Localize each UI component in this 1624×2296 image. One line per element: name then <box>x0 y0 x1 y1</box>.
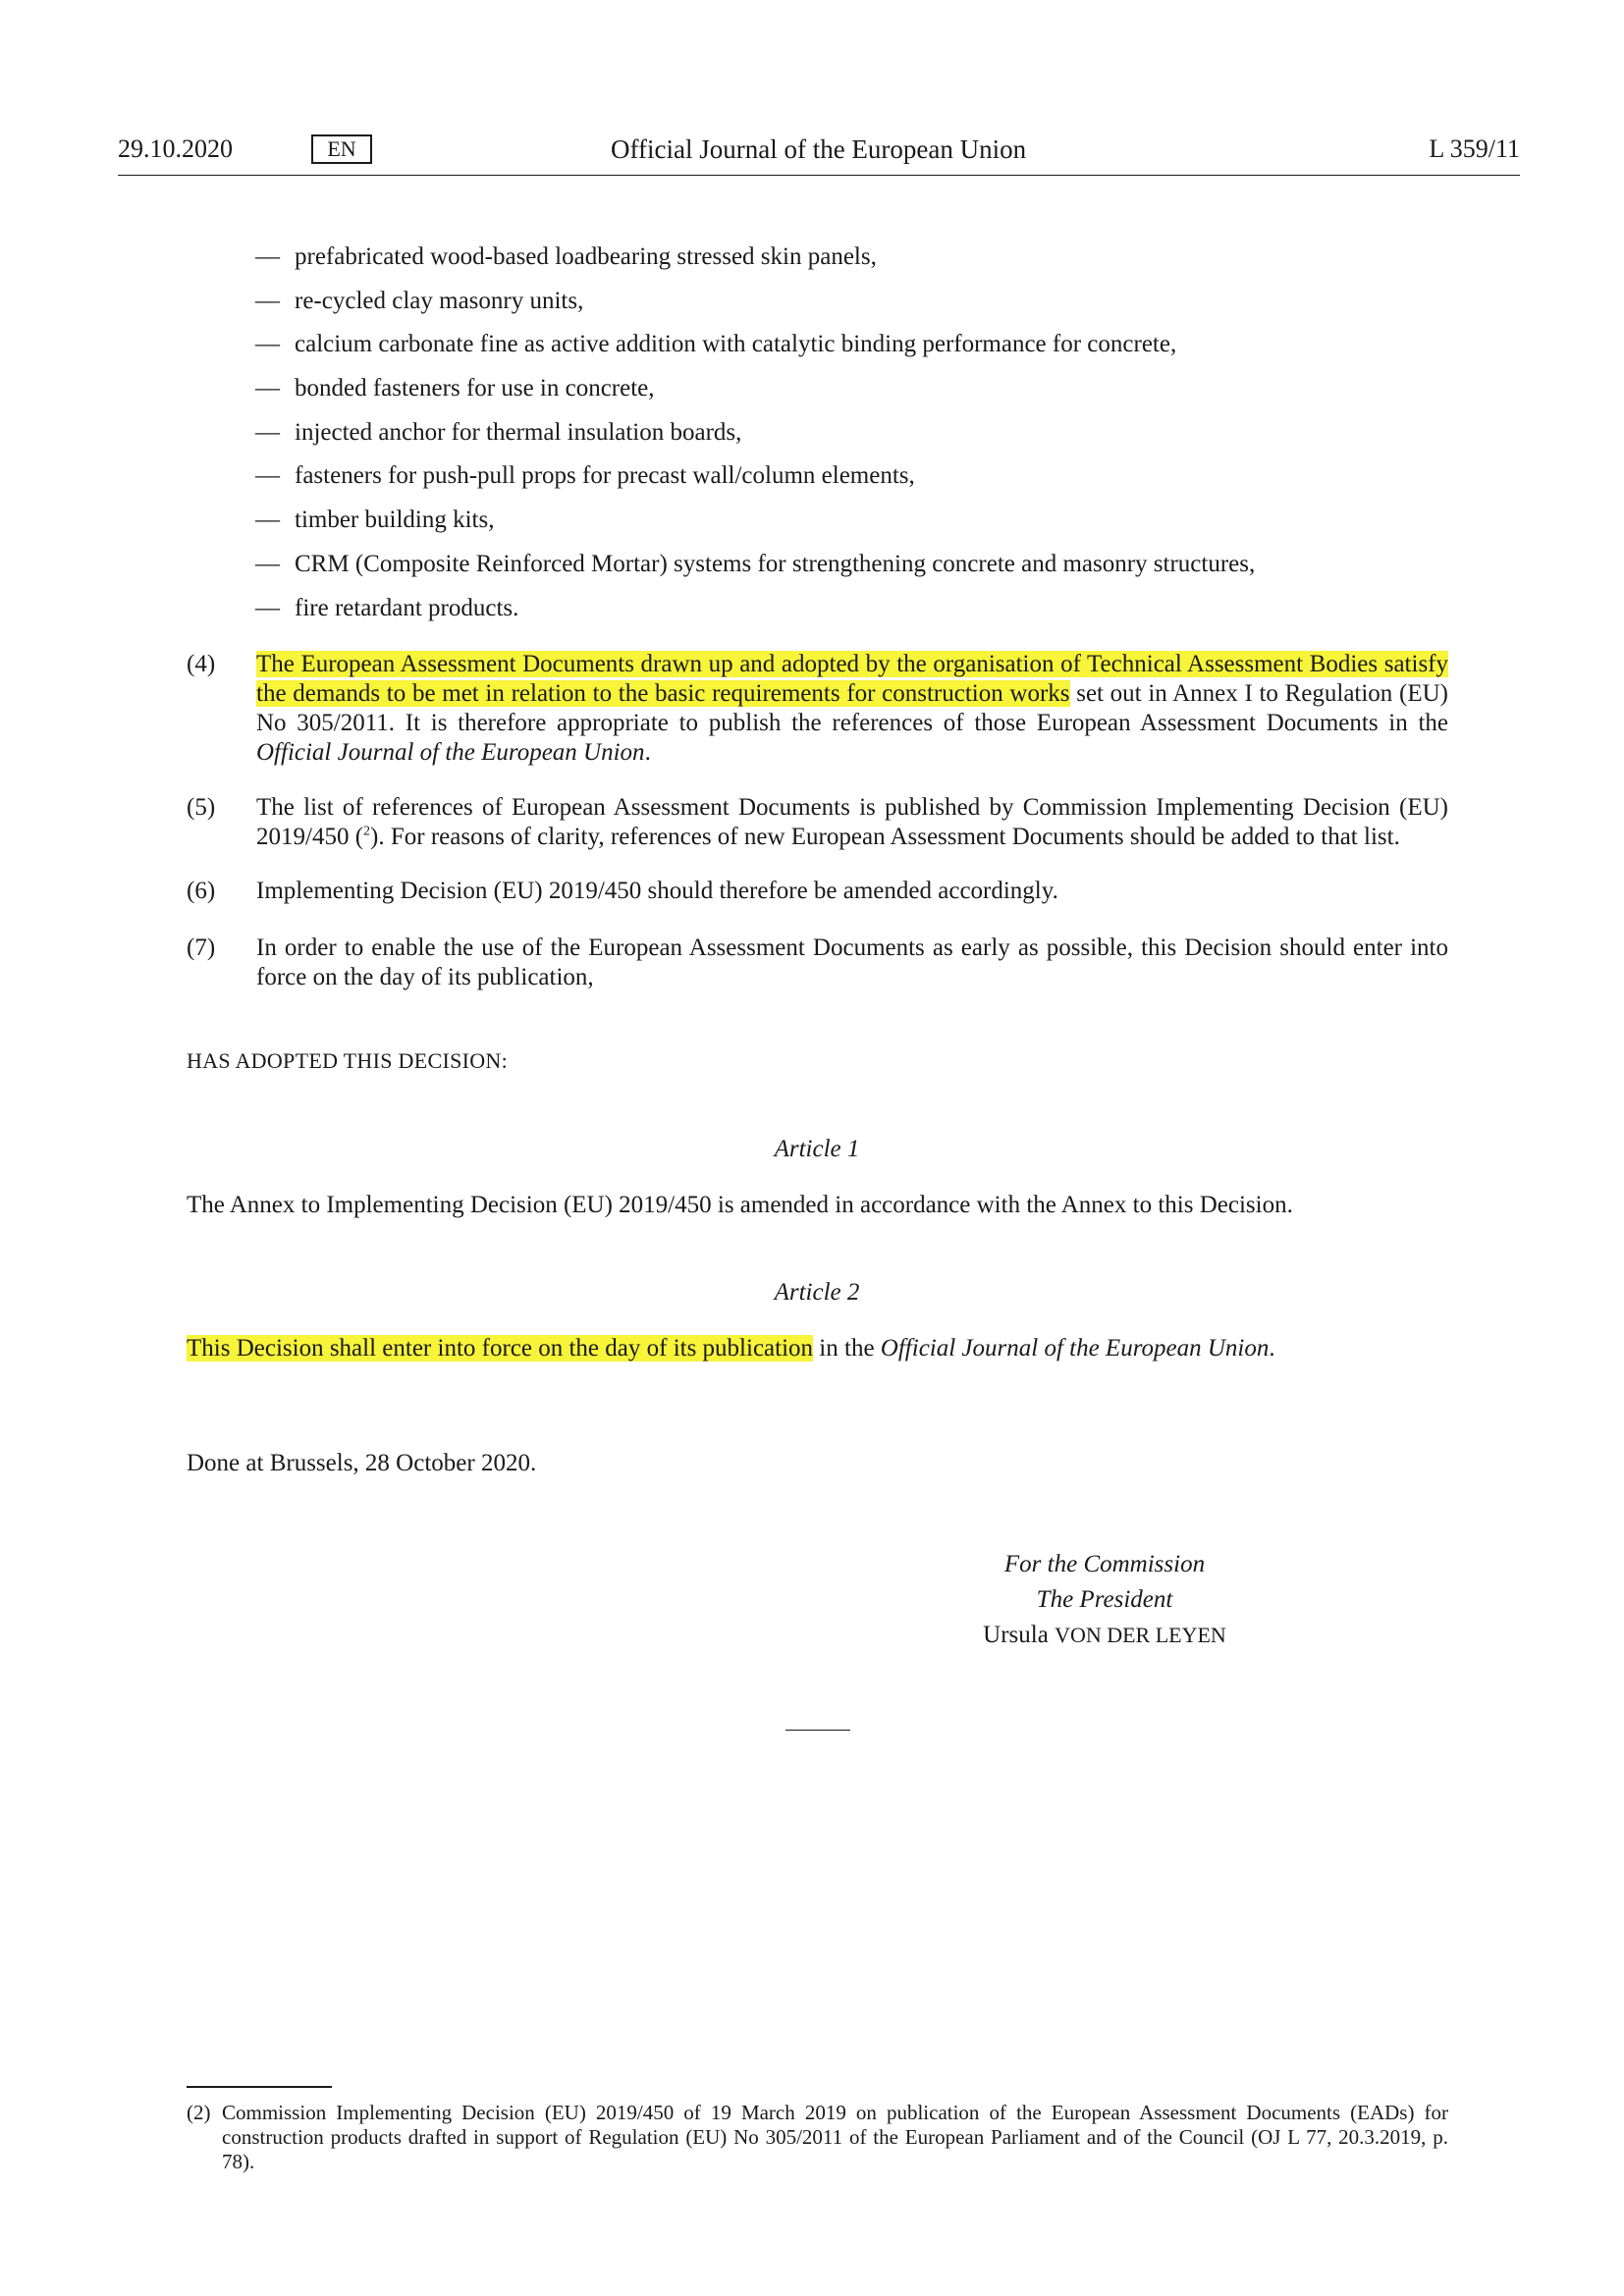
list-item <box>255 593 1255 637</box>
journal-title-italic: Official Journal of the European Union <box>256 739 645 766</box>
dash: — <box>255 375 280 402</box>
list-item <box>255 460 1255 505</box>
dash: — <box>255 550 280 577</box>
dash: — <box>255 594 280 621</box>
recital-number: (4) <box>187 651 216 677</box>
list-item <box>255 286 1255 330</box>
adoption-statement: HAS ADOPTED THIS DECISION: <box>187 1048 509 1073</box>
recital-text-part: The list of references of European Assessment Documents is published by Commission Implementing Decision (EU) 2019/450 ( <box>256 794 1448 850</box>
recital-number: (7) <box>187 934 216 961</box>
list-item <box>255 549 1255 593</box>
list-item <box>255 373 1255 417</box>
recital-text-part: set out in Annex I to Regulation (EU) No 305/2011. It is therefore appropriate to publish the references of those European Assessment Documents in the <box>256 680 1448 736</box>
list-item-text: fasteners for push-pull props for precast wall/column elements, <box>295 462 915 490</box>
signatory-first-name: Ursula <box>983 1622 1056 1648</box>
highlighted-text: The European Assessment Documents drawn up and adopted by the organisation of Technical Assessment Bodies satisfy the demands to be met in relation to the basic requirements for construction works <box>256 651 1448 707</box>
dash: — <box>255 418 280 446</box>
recital-number: (6) <box>187 878 216 904</box>
dash: — <box>255 331 280 358</box>
footnote-text: Commission Implementing Decision (EU) 2019/450 of 19 March 2019 on publication of the European Assessment Documents (EADs) for construction products drafted in support of Regulation (EU) No 305/2011 of the European Parliament and of the Council (OJ L 77, 20.3.2019, p. 78). <box>222 2101 1448 2173</box>
list-item-text: prefabricated wood-based loadbearing stressed skin panels, <box>295 243 877 270</box>
recital-text: In order to enable the use of the European Assessment Documents as early as possible, this Decision should enter into force on the day of its publication, <box>256 934 1448 990</box>
page-reference: L 359/11 <box>1429 134 1520 163</box>
recital-text-part: ). For reasons of clarity, references of new European Assessment Documents should be added to that list. <box>370 824 1400 850</box>
list-item-text: timber building kits, <box>295 507 495 534</box>
journal-title-italic: Official Journal of the European Union <box>880 1335 1270 1362</box>
dash: — <box>255 462 280 490</box>
article-2-title: Article 2 <box>774 1279 860 1306</box>
list-item <box>255 329 1255 373</box>
footnote-number: (2) <box>187 2101 211 2124</box>
place-and-date: Done at Brussels, 28 October 2020. <box>187 1450 537 1476</box>
dash: — <box>255 243 280 270</box>
list-item-text: CRM (Composite Reinforced Mortar) systems for strengthening concrete and masonry structures, <box>295 550 1256 577</box>
footnote <box>187 2101 1448 2174</box>
article-text-end: . <box>1269 1335 1275 1362</box>
article-1-title: Article 1 <box>774 1136 860 1162</box>
recital-6 <box>187 877 1448 906</box>
article-text-part: in the <box>813 1335 881 1362</box>
recital-number: (5) <box>187 794 216 821</box>
language-badge: EN <box>311 134 372 164</box>
recital-4 <box>187 650 1448 768</box>
signature-block <box>908 1551 1301 1649</box>
signature-line-2: The President <box>1036 1586 1173 1613</box>
recital-text-end: . <box>644 739 651 766</box>
article-1-text: The Annex to Implementing Decision (EU) 2019/450 is amended in accordance with the Annex to this Decision. <box>187 1192 1293 1218</box>
article-2-text <box>187 1335 1275 1362</box>
list-item-text: injected anchor for thermal insulation boards, <box>295 418 742 446</box>
end-rule <box>785 1730 850 1731</box>
journal-title: Official Journal of the European Union <box>611 134 1027 164</box>
recital-text <box>256 650 1448 768</box>
signatory-name <box>908 1622 1301 1649</box>
list-item <box>255 417 1255 461</box>
dash: — <box>255 287 280 314</box>
highlighted-text: This Decision shall enter into force on the day of its publication <box>187 1335 814 1362</box>
list-item-text: fire retardant products. <box>295 594 519 621</box>
list-item <box>255 241 1255 286</box>
footnote-reference[interactable]: 2 <box>363 824 371 839</box>
header-rule <box>118 175 1520 176</box>
signatory-surname: VON DER LEYEN <box>1055 1623 1226 1647</box>
list-item <box>255 505 1255 549</box>
list-item-text: re-cycled clay masonry units, <box>295 287 584 314</box>
header-date: 29.10.2020 <box>118 134 233 163</box>
list-item-text: calcium carbonate fine as active addition with catalytic binding performance for concrete, <box>295 331 1177 358</box>
product-list <box>255 241 1255 636</box>
recital-5 <box>187 793 1448 852</box>
recital-text: Implementing Decision (EU) 2019/450 should therefore be amended accordingly. <box>256 878 1058 904</box>
recital-text <box>256 793 1448 852</box>
recital-7 <box>187 934 1448 992</box>
list-item-text: bonded fasteners for use in concrete, <box>295 375 655 402</box>
dash: — <box>255 507 280 534</box>
footnote-rule <box>187 2086 332 2088</box>
signature-line-1: For the Commission <box>1003 1551 1206 1577</box>
